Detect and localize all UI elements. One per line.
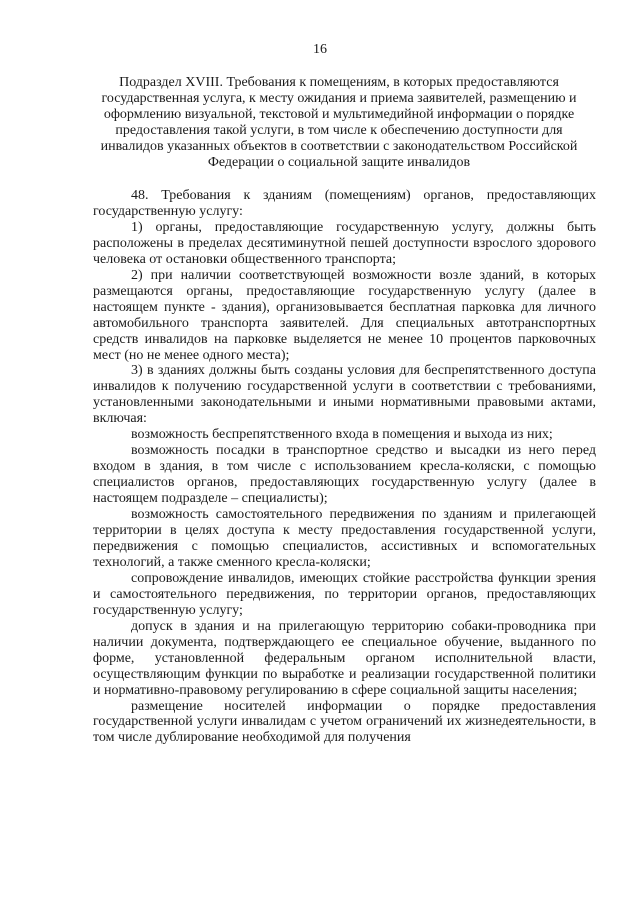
- paragraph-48-intro: 48. Требования к зданиям (помещениям) органов, предоставляющих государственную услугу:: [93, 188, 596, 219]
- paragraph-item-3: 3) в зданиях должны быть созданы условия для беспрепятственного доступа инвалидов к получению государственной услуги в соответствии с требованиями, установленными законодательными и иными нормативными правовыми актами, включая:: [93, 363, 596, 427]
- paragraph-item-1: 1) органы, предоставляющие государственную услугу, должны быть расположены в пределах десятиминутной пешей доступности взрослого здорового человека от остановки общественного транспорта;: [93, 219, 596, 267]
- paragraph-item-2: 2) при наличии соответствующей возможности возле зданий, в которых размещаются органы, предоставляющие государственную услугу (далее в настоящем пункте - здания), организовывается бесплатная парковка для личного автомобильного транспорта заявителей. Для специальных автотранспортных средств инвалидов на парковке выделяется не менее 10 процентов парковочных мест (но не менее одного места);: [93, 267, 596, 363]
- page-number: 16: [313, 42, 327, 57]
- paragraph-information-placement: размещение носителей информации о порядке предоставления государственной услуги инвалидам с учетом ограничений их жизнедеятельности, в том числе дублирование необходимой для получения: [93, 698, 596, 746]
- body-text: [93, 188, 596, 746]
- paragraph-vehicle-boarding: возможность посадки в транспортное средство и высадки из него перед входом в здания, в том числе с использованием кресла-коляски, с помощью специалистов органов, предоставляющих государственную услугу (далее в настоящем подразделе – специалисты);: [93, 443, 596, 507]
- paragraph-guide-dog: допуск в здания и на прилегающую территорию собаки-проводника при наличии документа, подтверждающего ее специальное обучение, выданного по форме, установленной федеральным органом исполнительной власти, осуществляющим функции по выработке и реализации государственной политики и нормативно-правовому регулированию в сфере социальной защиты населения;: [93, 618, 596, 698]
- subsection-heading: Подраздел XVIII. Требования к помещениям, в которых предоставляются государственная услуга, к месту ожидания и приема заявителей, размещению и оформлению визуальной, текстовой и мультимедийной информации о порядке предоставления такой услуги, в том числе к обеспечению доступности для инвалидов указанных объектов в соответствии с законодательством Российской Федерации о социальной защите инвалидов: [100, 75, 578, 170]
- paragraph-entrance-access: возможность беспрепятственного входа в помещения и выхода из них;: [131, 427, 553, 443]
- paragraph-escort: сопровождение инвалидов, имеющих стойкие расстройства функции зрения и самостоятельного передвижения, по территории органов, предоставляющих государственную услугу;: [93, 570, 596, 618]
- paragraph-independent-movement: возможность самостоятельного передвижения по зданиям и прилегающей территории в целях доступа к месту предоставления государственной услуги, передвижения с помощью специалистов, ассистивных и вспомогательных технологий, а также сменного кресла-коляски;: [93, 507, 596, 570]
